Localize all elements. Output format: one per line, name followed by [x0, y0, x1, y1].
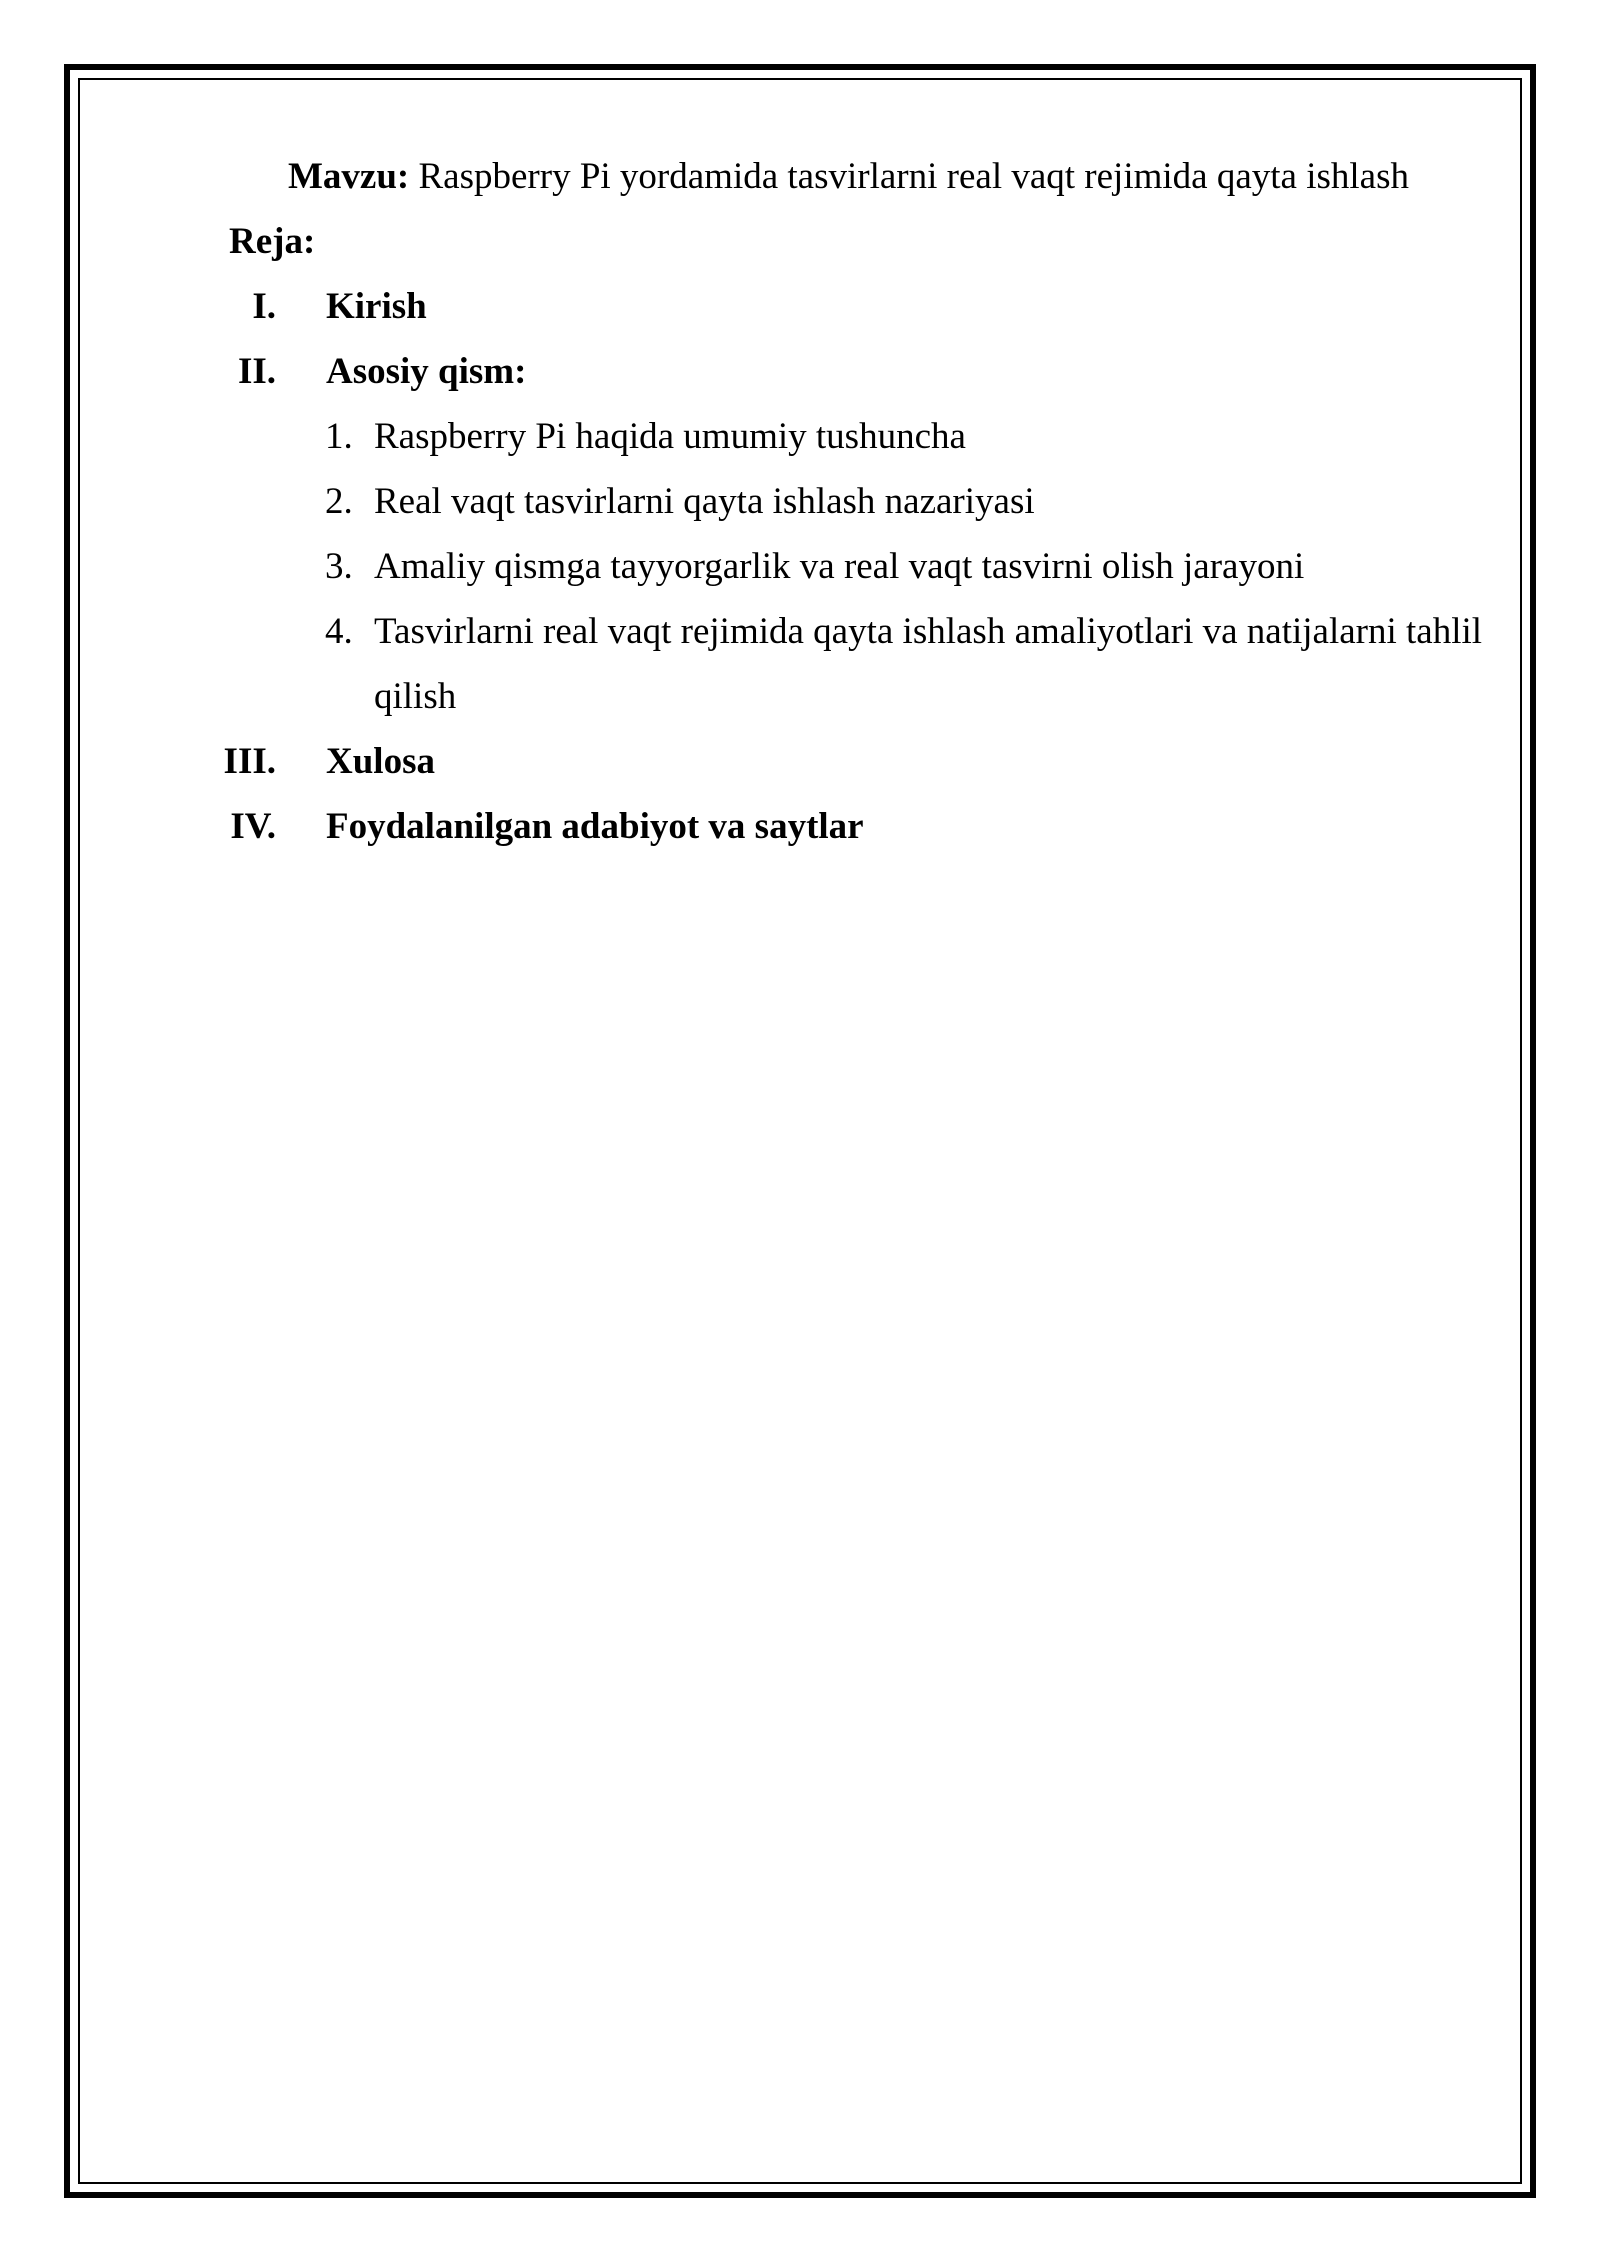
plan-subitem: [0, 404, 1600, 469]
subitem-number: 3.: [325, 546, 353, 587]
section-numeral: I.: [252, 286, 276, 327]
plan-section: [0, 339, 1600, 404]
subitem-number: 1.: [325, 416, 353, 457]
subitem-text: Tasvirlarni real vaqt rejimida qayta ishlash amaliyotlari va natijalarni tahlil: [374, 611, 1483, 652]
section-numeral: IV.: [230, 806, 276, 847]
topic-line: [288, 144, 1409, 209]
topic-text: Raspberry Pi yordamida tasvirlarni real vaqt rejimida qayta ishlash: [409, 156, 1409, 197]
subitem-number: 4.: [325, 611, 353, 652]
plan-section: [0, 274, 1600, 339]
section-title: Foydalanilgan adabiyot va saytlar: [326, 806, 864, 847]
topic-label: Mavzu:: [288, 156, 410, 197]
plan-subitem: [0, 534, 1600, 599]
section-numeral: II.: [237, 351, 276, 392]
plan-section: [0, 729, 1600, 794]
subitem-text: qilish: [374, 676, 457, 717]
section-title: Xulosa: [326, 741, 435, 782]
plan-subitem: [0, 599, 1600, 664]
section-numeral: III.: [223, 741, 276, 782]
subitem-text: Amaliy qismga tayyorgarlik va real vaqt tasvirni olish jarayoni: [374, 546, 1305, 587]
subitem-text: Real vaqt tasvirlarni qayta ishlash nazariyasi: [374, 481, 1035, 522]
subitem-text: Raspberry Pi haqida umumiy tushuncha: [374, 416, 966, 457]
plan-section: [0, 794, 1600, 859]
subitem-number: 2.: [325, 481, 353, 522]
plan-subitem-continuation: [0, 664, 1600, 729]
section-title: Asosiy qism:: [326, 351, 527, 392]
plan-label: Reja:: [229, 221, 316, 262]
section-title: Kirish: [326, 286, 427, 327]
plan-subitem: [0, 469, 1600, 534]
